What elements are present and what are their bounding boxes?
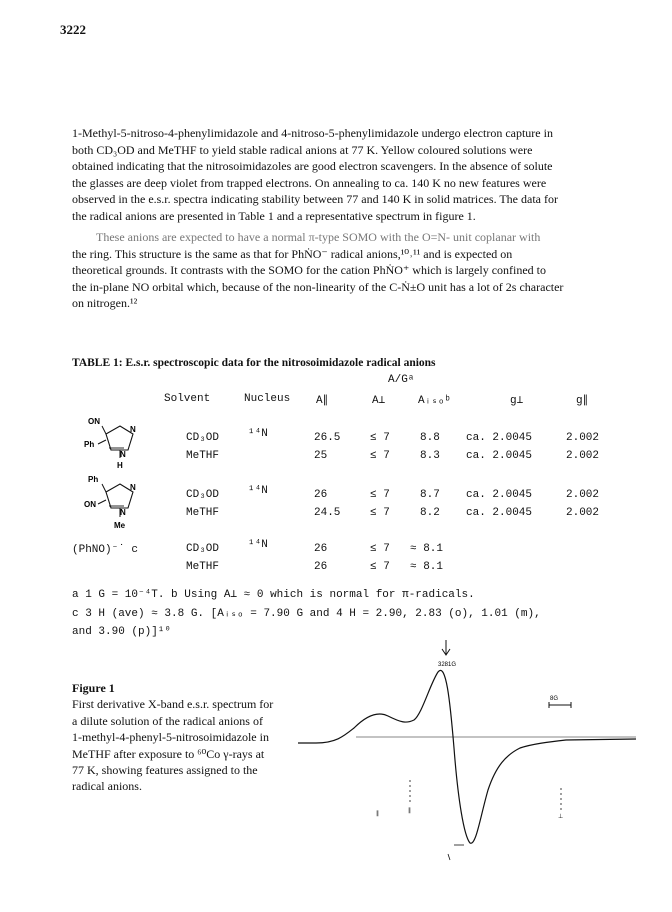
cell-nucleus: ¹⁴N	[248, 428, 268, 440]
bond	[98, 440, 106, 444]
footnote-a: a 1 G = 10⁻⁴T. b Using A⊥ ≈ 0 which is normal for π-radicals.	[72, 589, 475, 601]
marker-label: ∥	[408, 808, 411, 814]
caption-line: 77 K, showing features assigned to the	[72, 763, 258, 778]
p2-line: These anions are expected to have a normal π-type SOMO with the O=N- unit coplanar with	[96, 230, 541, 244]
cell-a-perp: ≤ 7	[370, 489, 390, 501]
label-n: N	[120, 508, 126, 517]
caption-line: 1-methyl-4-phenyl-5-nitrosoimidazole in	[72, 730, 269, 745]
table-caption: TABLE 1: E.s.r. spectroscopic data for the nitrosoimidazole radical anions	[72, 357, 436, 369]
p2-line: theoretical grounds. It contrasts with the SOMO for the cation PhṄO⁺ which is largely confined to	[72, 263, 547, 278]
cell-nucleus: ¹⁴N	[248, 485, 268, 497]
cell-a-perp: ≤ 7	[370, 543, 390, 555]
p1-line: both CD₃OD and MeTHF to yield stable radical anions at 77 K. Yellow coloured solutions were	[72, 142, 533, 157]
p1-line: the glasses are deep violet from trapped electrons. On annealing to ca. 140 K no new features were	[72, 175, 547, 190]
column-header: Solvent	[164, 393, 211, 405]
column-header: g⊥	[510, 395, 524, 407]
cell-a-par: 26	[314, 543, 328, 555]
caption-line: a dilute solution of the radical anions of	[72, 713, 263, 728]
caption-line: MeTHF after exposure to ⁶⁰Co γ-rays at	[72, 746, 265, 761]
cell-g-perp: ca. 2.0045	[466, 450, 533, 462]
label-ph: Ph	[88, 475, 99, 484]
cell-a-iso: 8.2	[420, 507, 440, 519]
column-header: Aᵢₛₒᵇ	[418, 395, 452, 407]
cell-g-par: 2.002	[566, 450, 600, 462]
figure-caption	[72, 680, 302, 795]
cell-solvent: MeTHF	[186, 561, 220, 573]
cell-a-iso: 8.3	[420, 450, 440, 462]
cell-a-iso: ≈ 8.1	[410, 561, 444, 573]
bond	[102, 426, 106, 434]
ring	[106, 484, 133, 508]
label-on: ON	[88, 417, 100, 426]
column-header: g∥	[576, 395, 589, 407]
p2-line: on nitrogen.¹²	[72, 296, 138, 311]
p1-line: 1-Methyl-5-nitroso-4-phenylimidazole and 4-nitroso-5-phenylimidazole undergo electron capture in	[72, 126, 553, 140]
cell-solvent: CD₃OD	[186, 489, 220, 501]
esr-spectrum-figure	[296, 640, 646, 870]
ring	[106, 426, 133, 450]
spectrum-trace	[298, 670, 636, 843]
label-me: Me	[114, 521, 126, 530]
cell-a-iso: 8.7	[420, 489, 440, 501]
cell-a-par: 24.5	[314, 507, 341, 519]
p1-line: the radical anions are presented in Table 1 and a representative spectrum in figure 1.	[72, 208, 476, 223]
label-n: N	[130, 425, 136, 434]
label-ph: Ph	[84, 440, 95, 449]
caption-line: First derivative X-band e.s.r. spectrum for	[72, 697, 274, 712]
cell-a-par: 25	[314, 450, 328, 462]
cell-solvent: MeTHF	[186, 507, 220, 519]
imidazole-structure-2	[84, 470, 154, 532]
cell-g-par: 2.002	[566, 489, 600, 501]
cell-g-par: 2.002	[566, 432, 600, 444]
bond	[98, 500, 106, 504]
cell-g-perp: ca. 2.0045	[466, 507, 533, 519]
caption-line: radical anions.	[72, 779, 142, 794]
feature-tick	[448, 854, 450, 860]
cell-a-iso: ≈ 8.1	[410, 543, 444, 555]
cell-a-perp: ≤ 7	[370, 450, 390, 462]
p2-line: the in-plane NO orbital which, because of the non-linearity of the C-Ṅ±O unit has a lot of 2s character	[72, 279, 564, 294]
column-header: A∥	[316, 395, 329, 407]
cell-solvent: CD₃OD	[186, 432, 220, 444]
label-n: N	[130, 483, 136, 492]
footnote-c-line-2: and 3.90 (p)]¹⁰	[72, 626, 172, 638]
cell-a-perp: ≤ 7	[370, 432, 390, 444]
column-header: A⊥	[372, 395, 386, 407]
cell-a-perp: ≤ 7	[370, 507, 390, 519]
marker-label: ⊥	[558, 814, 564, 820]
label-on: ON	[84, 500, 96, 509]
cell-g-perp: ca. 2.0045	[466, 432, 533, 444]
cell-a-par: 26	[314, 561, 328, 573]
footnote-c-line-1: c 3 H (ave) ≈ 3.8 G. [Aᵢₛₒ = 7.90 G and 4 H = 2.90, 2.83 (o), 1.01 (m),	[72, 608, 541, 620]
bond	[102, 484, 106, 492]
figure-title: Figure 1	[72, 681, 115, 695]
cell-label: (PhNO)⁻˙ c	[72, 544, 139, 556]
cell-a-perp: ≤ 7	[370, 561, 390, 573]
cell-g-par: 2.002	[566, 507, 600, 519]
p1-line: observed in the e.s.r. spectra indicating stability between 77 and 140 K in solid matrices. The data for	[72, 192, 558, 207]
cell-g-perp: ca. 2.0045	[466, 489, 533, 501]
cell-nucleus: ¹⁴N	[248, 539, 268, 551]
cell-a-iso: 8.8	[420, 432, 440, 444]
scale-label: 8G	[550, 696, 559, 702]
label-n: N	[120, 450, 126, 459]
imidazole-structure-1	[84, 410, 154, 472]
p1-line: obtained indicating that the nitrosoimidazoles are good electron scavengers. In the absence of solute	[72, 159, 553, 174]
marker-label: ∥	[376, 811, 379, 817]
p2-line: the ring. This structure is the same as that for PhṄO⁻ radical anions,¹⁰˒¹¹ and is expected on	[72, 246, 513, 261]
column-header: Nucleus	[244, 393, 291, 405]
group-header: A/Gᵃ	[388, 374, 415, 386]
cell-a-par: 26.5	[314, 432, 341, 444]
cell-a-par: 26	[314, 489, 328, 501]
page-number: 3222	[60, 22, 86, 37]
field-label: 3281G	[438, 662, 457, 668]
label-h: H	[117, 461, 123, 470]
cell-solvent: MeTHF	[186, 450, 220, 462]
cell-solvent: CD₃OD	[186, 543, 220, 555]
